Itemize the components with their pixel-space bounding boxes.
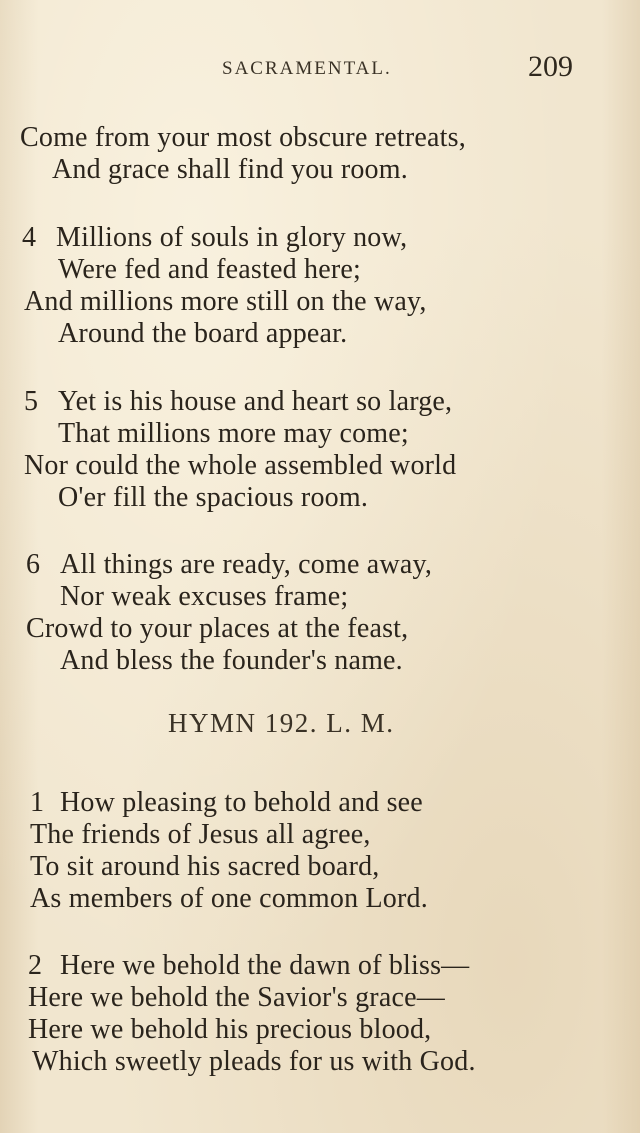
verse-line: Were fed and feasted here; (58, 254, 361, 285)
verse-line: Here we behold the Savior's grace— (28, 982, 445, 1013)
verse-line (24, 386, 452, 418)
verse-line: Here we behold his precious blood, (28, 1014, 432, 1045)
verse-text: All things are ready, come away, (60, 549, 433, 580)
verse-text: Here we behold the dawn of bliss— (60, 950, 470, 981)
verse-line: Nor could the whole assembled world (24, 450, 457, 481)
verse-number: 6 (26, 549, 41, 580)
verse-line: Which sweetly pleads for us with God. (32, 1046, 476, 1077)
verse-number: 4 (22, 222, 37, 253)
verse-line: And grace shall find you room. (52, 154, 408, 185)
verse-number: 1 (30, 787, 45, 818)
verse-line: And millions more still on the way, (24, 286, 427, 317)
hymn-title: HYMN 192. L. M. (168, 708, 395, 738)
verse-text: How pleasing to behold and see (60, 787, 423, 818)
running-head (0, 50, 640, 90)
page-number: 209 (528, 50, 573, 83)
running-title: SACRAMENTAL. (222, 58, 392, 79)
verse-line: O'er fill the spacious room. (58, 482, 369, 513)
verse-line: The friends of Jesus all agree, (30, 819, 371, 850)
verse-line (26, 549, 432, 581)
verse-line: To sit around his sacred board, (30, 851, 380, 882)
verse-line (22, 222, 407, 254)
verse-line (30, 787, 423, 819)
verse-line: Nor weak excuses frame; (60, 581, 349, 612)
verse-text: Yet is his house and heart so large, (58, 386, 453, 417)
verse-line: Around the board appear. (58, 318, 348, 349)
verse-line: That millions more may come; (58, 418, 409, 449)
verse-line: Crowd to your places at the feast, (26, 613, 409, 644)
verse-line (28, 950, 469, 982)
verse-number: 2 (28, 950, 43, 981)
verse-number: 5 (24, 386, 39, 417)
verse-text: Millions of souls in glory now, (56, 222, 408, 253)
verse-line: As members of one common Lord. (30, 883, 428, 914)
verse-line: And bless the founder's name. (60, 645, 403, 676)
verse-line: Come from your most obscure retreats, (20, 122, 466, 153)
